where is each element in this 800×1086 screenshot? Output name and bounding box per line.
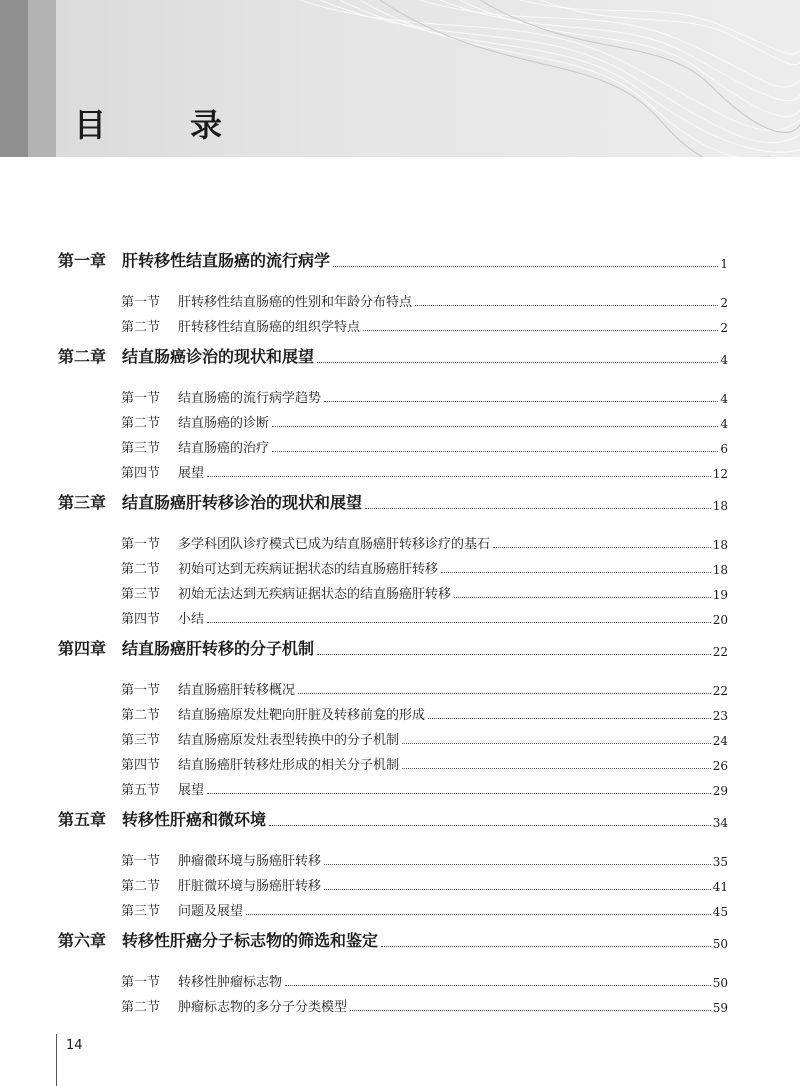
section-page-number: 29 [712, 784, 728, 798]
dot-leader [272, 426, 718, 427]
chapter-label: 第一章 [58, 251, 107, 270]
section-row [58, 773, 728, 798]
section-page-number: 18 [712, 563, 728, 577]
section-row [58, 310, 728, 335]
section-row [58, 965, 728, 990]
section-label: 第二节 [121, 416, 161, 431]
side-accent-inner [28, 0, 56, 157]
chapter-title: 结直肠癌肝转移诊治的现状和展望 [122, 493, 363, 512]
section-label: 第四节 [121, 466, 161, 481]
section-title: 结直肠癌原发灶靶向肝脏及转移前龛的形成 [178, 708, 426, 723]
section-title: 结直肠癌原发灶表型转换中的分子机制 [178, 733, 400, 748]
section-title: 结直肠癌的流行病学趋势 [178, 391, 322, 406]
section-label: 第二节 [121, 320, 161, 335]
dot-leader [402, 768, 711, 769]
section-row [58, 673, 728, 698]
section-row [58, 285, 728, 310]
section-row [58, 431, 728, 456]
section-page-number: 12 [712, 467, 728, 481]
dot-leader [317, 362, 718, 363]
section-title: 肿瘤标志物的多分子分类模型 [178, 1000, 348, 1015]
section-title: 初始无法达到无疾病证据状态的结直肠癌肝转移 [178, 587, 452, 602]
section-title: 肝脏微环境与肠癌肝转移 [178, 879, 322, 894]
page-title: 目 录 [74, 106, 249, 144]
section-page-number: 4 [720, 417, 728, 431]
toc-chapter [58, 632, 728, 798]
chapter-row [58, 924, 728, 951]
section-title: 结直肠癌的诊断 [178, 416, 270, 431]
dot-leader [269, 825, 711, 826]
chapter-title: 肝转移性结直肠癌的流行病学 [122, 251, 331, 270]
section-page-number: 19 [712, 588, 728, 602]
section-row [58, 527, 728, 552]
section-label: 第四节 [121, 612, 161, 627]
dot-leader [285, 985, 711, 986]
section-page-number: 26 [712, 759, 728, 773]
section-label: 第二节 [121, 562, 161, 577]
chapter-title: 结直肠癌诊治的现状和展望 [122, 347, 315, 366]
section-row [58, 552, 728, 577]
section-label: 第一节 [121, 391, 161, 406]
section-label: 第一节 [121, 854, 161, 869]
chapter-page-number: 34 [712, 816, 728, 830]
section-row [58, 990, 728, 1015]
dot-leader [365, 508, 711, 509]
chapter-page-number: 50 [712, 937, 728, 951]
dot-leader [381, 946, 711, 947]
chapter-label: 第三章 [58, 493, 107, 512]
dot-leader [324, 864, 711, 865]
section-page-number: 35 [712, 855, 728, 869]
dot-leader [272, 451, 718, 452]
chapter-row [58, 486, 728, 513]
chapter-row [58, 340, 728, 367]
chapter-title: 结直肠癌肝转移的分子机制 [122, 639, 315, 658]
table-of-contents [58, 244, 728, 1020]
section-label: 第一节 [121, 683, 161, 698]
section-row [58, 456, 728, 481]
section-page-number: 2 [720, 296, 728, 310]
dot-leader [324, 401, 718, 402]
section-label: 第二节 [121, 1000, 161, 1015]
section-label: 第四节 [121, 758, 161, 773]
section-page-number: 45 [712, 905, 728, 919]
chapter-title: 转移性肝癌分子标志物的筛选和鉴定 [122, 931, 379, 950]
section-title: 小结 [178, 612, 205, 627]
dot-leader [363, 330, 718, 331]
section-title: 初始可达到无疾病证据状态的结直肠癌肝转移 [178, 562, 439, 577]
section-title: 问题及展望 [178, 904, 244, 919]
section-label: 第一节 [121, 975, 161, 990]
chapter-label: 第二章 [58, 347, 107, 366]
chapter-page-number: 18 [712, 499, 728, 513]
section-label: 第三节 [121, 904, 161, 919]
section-row [58, 381, 728, 406]
toc-chapter [58, 486, 728, 627]
chapter-label: 第五章 [58, 810, 107, 829]
section-page-number: 18 [712, 538, 728, 552]
section-label: 第三节 [121, 441, 161, 456]
side-accent-block [0, 0, 56, 157]
section-page-number: 20 [712, 613, 728, 627]
dot-leader [441, 572, 711, 573]
dot-leader [207, 476, 711, 477]
dot-leader [493, 547, 711, 548]
chapter-label: 第六章 [58, 931, 107, 950]
section-row [58, 894, 728, 919]
chapter-row [58, 244, 728, 271]
section-title: 展望 [178, 466, 205, 481]
section-title: 结直肠癌肝转移概况 [178, 683, 296, 698]
dot-leader [402, 743, 711, 744]
dot-leader [415, 305, 718, 306]
toc-chapter [58, 244, 728, 335]
section-title: 肝转移性结直肠癌的性别和年龄分布特点 [178, 295, 413, 310]
chapter-row [58, 803, 728, 830]
chapter-title: 转移性肝癌和微环境 [122, 810, 267, 829]
section-page-number: 6 [720, 442, 728, 456]
section-label: 第二节 [121, 708, 161, 723]
toc-chapter [58, 803, 728, 919]
section-row [58, 748, 728, 773]
section-row [58, 577, 728, 602]
section-row [58, 723, 728, 748]
section-label: 第二节 [121, 879, 161, 894]
section-page-number: 59 [712, 1001, 728, 1015]
section-row [58, 844, 728, 869]
section-row [58, 869, 728, 894]
page-number: 14 [66, 1038, 83, 1053]
chapter-row [58, 632, 728, 659]
section-title: 结直肠癌的治疗 [178, 441, 270, 456]
section-page-number: 2 [720, 321, 728, 335]
footer-rule [56, 1034, 57, 1086]
section-title: 结直肠癌肝转移灶形成的相关分子机制 [178, 758, 400, 773]
dot-leader [246, 914, 711, 915]
dot-leader [207, 622, 711, 623]
dot-leader [317, 654, 711, 655]
section-page-number: 23 [712, 709, 728, 723]
section-title: 肿瘤微环境与肠癌肝转移 [178, 854, 322, 869]
dot-leader [298, 693, 711, 694]
section-label: 第五节 [121, 783, 161, 798]
section-page-number: 41 [712, 880, 728, 894]
dot-leader [350, 1010, 711, 1011]
dot-leader [207, 793, 711, 794]
toc-chapter [58, 924, 728, 1015]
section-title: 转移性肿瘤标志物 [178, 975, 283, 990]
section-row [58, 602, 728, 627]
dot-leader [428, 718, 711, 719]
chapter-page-number: 4 [720, 353, 728, 367]
section-page-number: 50 [712, 976, 728, 990]
section-label: 第一节 [121, 537, 161, 552]
section-page-number: 22 [712, 684, 728, 698]
dot-leader [454, 597, 711, 598]
chapter-page-number: 22 [712, 645, 728, 659]
chapter-page-number: 1 [720, 257, 728, 271]
toc-chapter [58, 340, 728, 481]
section-label: 第三节 [121, 587, 161, 602]
section-label: 第三节 [121, 733, 161, 748]
section-title: 展望 [178, 783, 205, 798]
section-page-number: 24 [712, 734, 728, 748]
section-row [58, 698, 728, 723]
section-row [58, 406, 728, 431]
section-label: 第一节 [121, 295, 161, 310]
section-title: 多学科团队诊疗模式已成为结直肠癌肝转移诊疗的基石 [178, 537, 491, 552]
chapter-label: 第四章 [58, 639, 107, 658]
dot-leader [324, 889, 711, 890]
section-page-number: 4 [720, 392, 728, 406]
dot-leader [333, 266, 718, 267]
section-title: 肝转移性结直肠癌的组织学特点 [178, 320, 361, 335]
